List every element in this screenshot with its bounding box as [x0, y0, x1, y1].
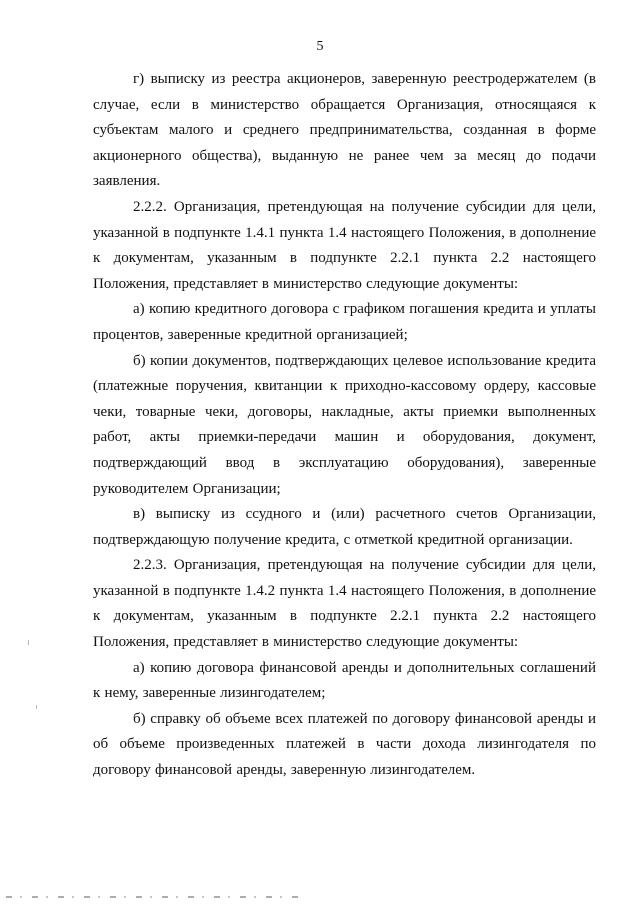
scan-mark-artifact	[28, 640, 29, 645]
paragraph-a-finance-lease-agreement-copy: а) копию договора финансовой аренды и дополнительных соглашений к нему, заверенные лизингодателем;	[93, 659, 596, 702]
paragraph-b-credit-usage-documents: б) копии документов, подтверждающих целевое использование кредита (платежные поручения, квитанции к приходно-кассовому ордеру, кассовые чеки, товарные чеки, договоры, накладные, акты приемки выполненных работ, акты приемки-передачи машин и оборудования, документ, подтверждающий ввод в эксплуатацию оборудования), заверенные руководителем Организации;	[93, 352, 596, 497]
scan-edge-artifact	[6, 896, 306, 898]
paragraph-b-lease-payments-certificate: б) справку об объеме всех платежей по договору финансовой аренды и об объеме произведенных платежей в части дохода лизингодателя по договору финансовой аренды, заверенную лизингодателем.	[93, 710, 596, 779]
scan-mark-artifact	[36, 705, 37, 709]
paragraph-2-2-2-credit-subsidy-requirements: 2.2.2. Организация, претендующая на получение субсидии для цели, указанной в подпункте 1.4.1 пункта 1.4 настоящего Положения, в дополнение к документам, указанным в подпункте 2.2.1 пункта 2.2 настоящего Положения, представляет в министерство следующие документы:	[93, 198, 596, 292]
document-body	[93, 67, 596, 784]
paragraph-v-account-statement: в) выписку из ссудного и (или) расчетного счетов Организации, подтверждающую получение кредита, с отметкой кредитной организации.	[93, 506, 596, 548]
paragraph-a-credit-agreement-copy: а) копию кредитного договора с графиком погашения кредита и уплаты процентов, заверенные кредитной организацией;	[93, 301, 596, 343]
paragraph-g-shareholder-registry-extract: г) выписку из реестра акционеров, заверенную реестродержателем (в случае, если в министерство обращается Организация, относящаяся к субъектам малого и среднего предпринимательства, созданная в форме акционерного общества), выданную не ранее чем за месяц до подачи заявления.	[93, 71, 596, 190]
paragraph-2-2-3-lease-subsidy-requirements: 2.2.3. Организация, претендующая на получение субсидии для цели, указанной в подпункте 1.4.2 пункта 1.4 настоящего Положения, в дополнение к документам, указанным в подпункте 2.2.1 пункта 2.2 настоящего Положения, представляет в министерство следующие документы:	[93, 557, 596, 651]
page-number: 5	[316, 39, 324, 54]
